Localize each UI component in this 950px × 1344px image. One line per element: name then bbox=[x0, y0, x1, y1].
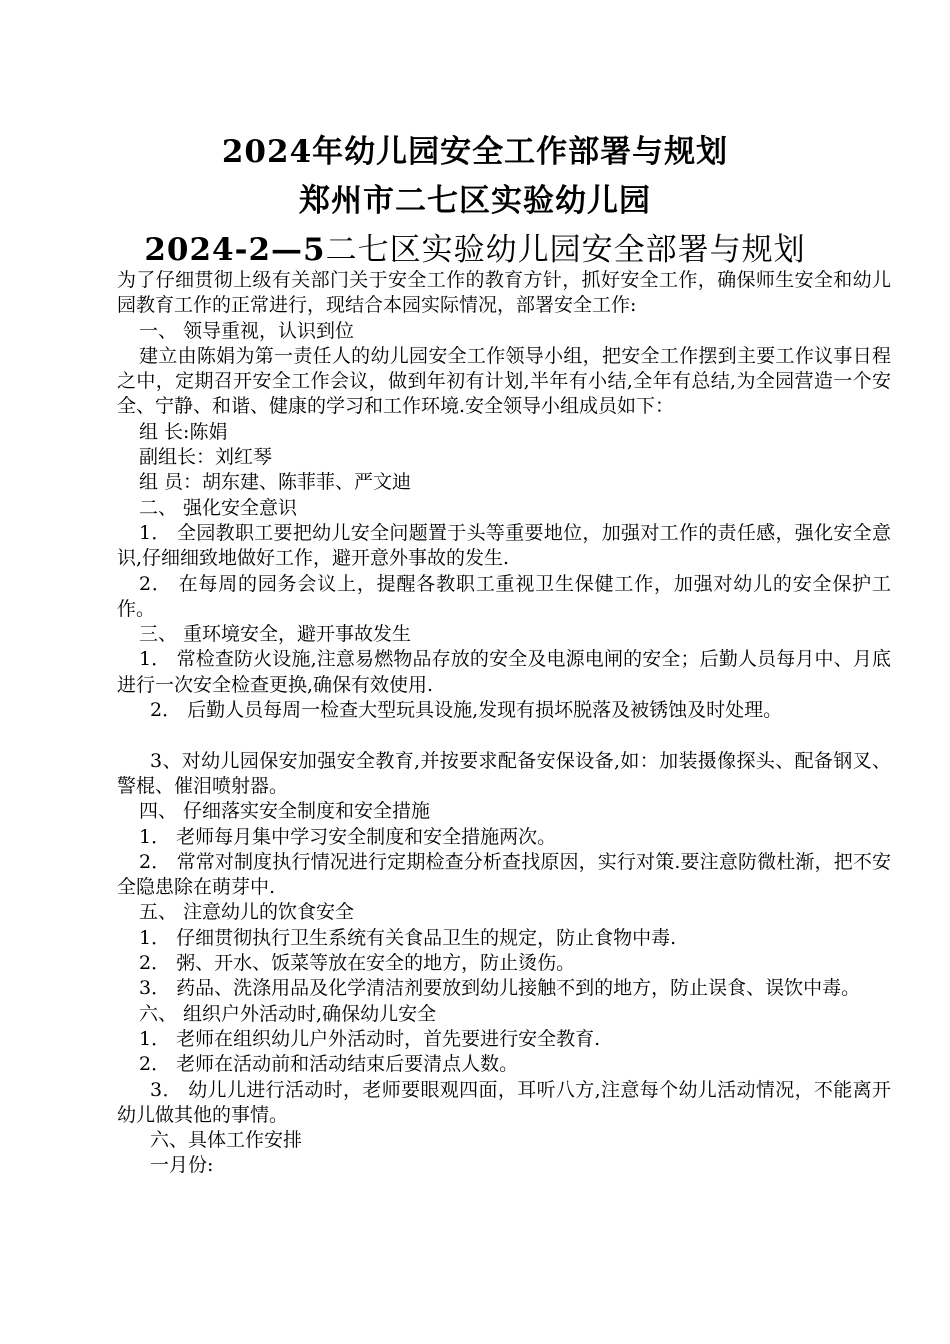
paragraph: 一月份: bbox=[150, 1154, 214, 1177]
paragraph: 1． 常检查防火设施,注意易燃物品存放的安全及电源电闸的安全；后勤人员每月中、月底进行一次安全检查更换,确保有效使用. bbox=[117, 648, 891, 696]
paragraph: 五、 注意幼儿的饮食安全 bbox=[139, 901, 355, 924]
main-title: 2024年幼儿园安全工作部署与规划 bbox=[221, 134, 729, 170]
subtitle-date: 2024-2—5 bbox=[144, 232, 326, 268]
paragraph: 建立由陈娟为第一责任人的幼儿园安全工作领导小组，把安全工作摆到主要工作议事日程之中，定期召开安全工作会议，做到年初有计划,半年有小结,全年有总结,为全园营造一个安全、宁静、和谐、健康的学习和工作环境.安全领导小组成员如下： bbox=[117, 344, 891, 418]
body-text bbox=[117, 268, 891, 1179]
paragraph: 三、 重环境安全，避开事故发生 bbox=[139, 623, 412, 646]
paragraph: 六、具体工作安排 bbox=[150, 1129, 303, 1152]
paragraph: 四、 仔细落实安全制度和安全措施 bbox=[139, 800, 431, 823]
paragraph: 3． 药品、洗涤用品及化学清洁剂要放到幼儿接触不到的地方，防止误食、误饮中毒。 bbox=[139, 977, 861, 1000]
paragraph: 2． 在每周的园务会议上，提醒各教职工重视卫生保健工作，加强对幼儿的安全保护工作。 bbox=[117, 572, 891, 620]
paragraph: 2． 老师在活动前和活动结束后要清点人数。 bbox=[139, 1053, 519, 1076]
paragraph: 一、 领导重视，认识到位 bbox=[139, 319, 355, 342]
paragraph: 1． 仔细贯彻执行卫生系统有关食品卫生的规定，防止食物中毒. bbox=[139, 926, 677, 949]
paragraph: 2． 常常对制度执行情况进行定期检查分析查找原因，实行对策.要注意防微杜渐，把不安全隐患除在萌芽中. bbox=[117, 850, 891, 899]
paragraph: 2． 后勤人员每周一检查大型玩具设施,发现有损坏脱落及被锈蚀及时处理。 bbox=[150, 699, 783, 722]
paragraph: 组 员：胡东建、陈菲菲、严文迪 bbox=[139, 471, 412, 494]
paragraph: 3． 幼儿儿进行活动时，老师要眼观四面，耳听八方,注意每个幼儿活动情况，不能离开幼儿做其他的事情。 bbox=[117, 1078, 891, 1126]
paragraph: 六、 组织户外活动时,确保幼儿安全 bbox=[139, 1002, 437, 1025]
title-block bbox=[0, 128, 950, 275]
paragraph: 1． 老师在组织幼儿户外活动时，首先要进行安全教育. bbox=[139, 1027, 601, 1050]
subtitle-text: 二七区实验幼儿园安全部署与规划 bbox=[325, 232, 806, 268]
org-title: 郑州市二七区实验幼儿园 bbox=[299, 183, 651, 219]
paragraph: 1． 全园教职工要把幼儿安全问题置于头等重要地位，加强对工作的责任感，强化安全意识,仔细细致地做好工作，避开意外事故的发生. bbox=[117, 521, 891, 570]
paragraph: 为了仔细贯彻上级有关部门关于安全工作的教育方针，抓好安全工作，确保师生安全和幼儿园教育工作的正常进行，现结合本园实际情况，部署安全工作: bbox=[117, 269, 891, 317]
paragraph: 3、对幼儿园保安加强安全教育,并按要求配备安保设备,如：加装摄像探头、配备钢叉、警棍、催泪喷射器。 bbox=[117, 749, 891, 797]
paragraph bbox=[117, 723, 891, 748]
paragraph: 1． 老师每月集中学习安全制度和安全措施两次。 bbox=[139, 825, 557, 848]
paragraph: 二、 强化安全意识 bbox=[139, 496, 298, 519]
paragraph: 副组长：刘红琴 bbox=[139, 446, 273, 469]
paragraph: 组 长:陈娟 bbox=[139, 420, 228, 443]
paragraph: 2． 粥、开水、饭菜等放在安全的地方，防止烫伤。 bbox=[139, 952, 576, 975]
